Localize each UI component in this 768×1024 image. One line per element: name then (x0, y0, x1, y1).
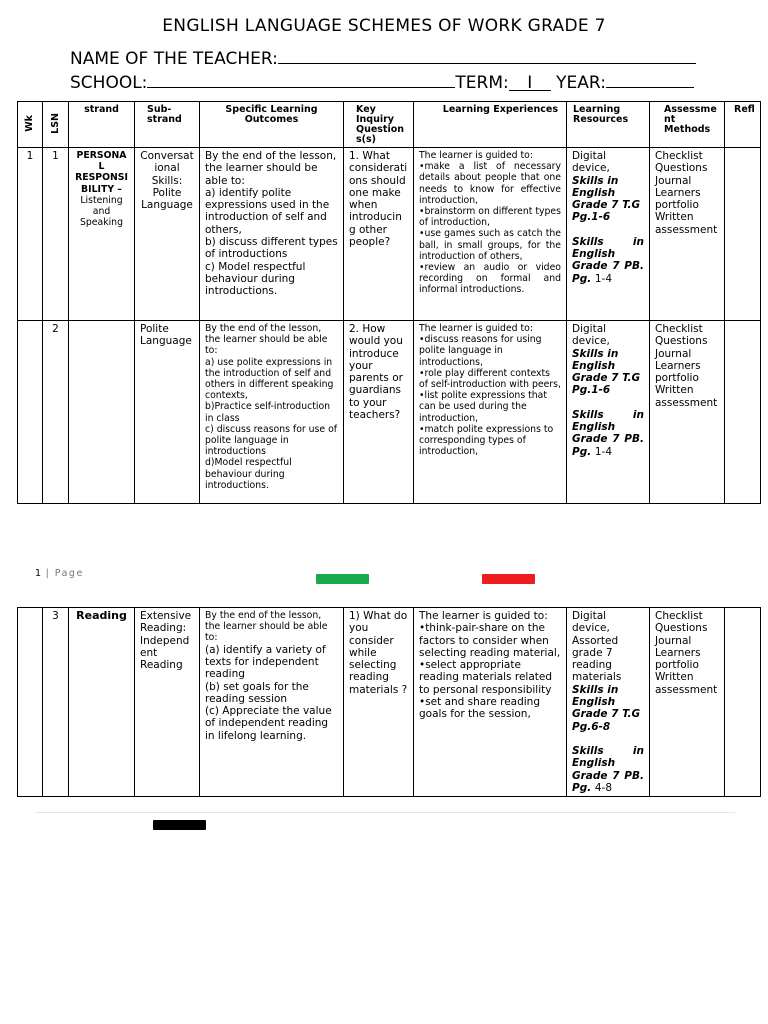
resource-book-tg: Skills in English Grade 7 T.G Pg.6-8 (572, 683, 641, 733)
table-header-row (18, 102, 761, 148)
assessment-item: Journal (655, 174, 692, 187)
col-inquiry: Key Inquiry Questions(s) (344, 102, 414, 148)
sub-strand-cell: Extensive Reading: Independent Reading (135, 608, 200, 797)
col-outcomes: Specific Learning Outcomes (200, 102, 344, 148)
inquiry-cell: 2. How would you introduce your parents or guardians to your teachers? (344, 321, 414, 504)
teacher-blank (278, 49, 696, 64)
page-label: Page (54, 568, 84, 579)
outcomes-cell (200, 321, 344, 504)
experiences-intro: The learner is guided to: (419, 610, 548, 622)
page-number: 1 (35, 568, 42, 579)
assessment-item: Checklist (655, 150, 703, 162)
outcome-item: b)Practice self-introduction in class (205, 401, 331, 424)
assessment-item: Learners portfolio (655, 646, 701, 672)
table-row (18, 321, 761, 504)
col-assessment: Assessment Methods (650, 102, 725, 148)
outcomes-cell (200, 608, 344, 797)
outcome-item: c) Model respectful behaviour during introductions. (205, 260, 306, 298)
document-title: ENGLISH LANGUAGE SCHEMES OF WORK GRADE 7 (162, 16, 606, 36)
assessment-item: Questions (655, 622, 708, 635)
teacher-line (70, 49, 696, 69)
scheme-table-page2 (17, 607, 761, 797)
resources-cell (567, 608, 650, 797)
experience-item: •select appropriate reading materials related to personal responsibility (419, 659, 552, 696)
term-value: I (509, 76, 551, 91)
school-label: SCHOOL: (70, 73, 148, 93)
experience-item: •use games such as catch the ball, in small groups, for the introduction of others, (419, 228, 561, 262)
sub-strand-cell: Conversational Skills: Polite Language (135, 148, 200, 321)
assessment-cell (650, 148, 725, 321)
resource-book-pb: Skills in English Grade 7 PB. Pg. 1-4 (572, 235, 644, 285)
week-cell (18, 608, 43, 797)
col-sub-strand: Sub-strand (135, 102, 200, 148)
outcome-item: c) discuss reasons for use of polite language in introductions (205, 423, 338, 458)
experience-item: •set and share reading goals for the session, (419, 696, 540, 721)
experience-item: •review an audio or video recording on formal and informal introductions. (419, 262, 561, 296)
assessment-item: Journal (655, 634, 692, 647)
page-divider (35, 812, 735, 813)
strand-title: PERSONAL RESPONSIBILITY – (75, 150, 128, 195)
experience-item: •role play different contexts of self-introduction with peers, (419, 367, 561, 391)
assessment-item: Journal (655, 347, 692, 360)
resource-device: Digital device, (572, 150, 610, 175)
term-label: TERM: (455, 73, 509, 93)
table-row (18, 608, 761, 797)
table-row (18, 148, 761, 321)
assessment-item: Written assessment (655, 384, 718, 409)
experiences-cell (414, 321, 567, 504)
inquiry-cell: 1. What considerations should one make when introducing other people? (344, 148, 414, 321)
col-experiences: Learning Experiences (414, 102, 567, 148)
school-line (70, 73, 694, 93)
resource-book-tg: Skills in English Grade 7 T.G Pg.1-6 (572, 174, 641, 224)
outcomes-intro: By the end of the lesson, the learner should be able to: (205, 150, 337, 187)
inquiry-cell: 1) What do you consider while selecting reading materials ? (344, 608, 414, 797)
outcome-item: (c) Appreciate the value of independent reading in lifelong learning. (205, 705, 332, 742)
outcomes-intro: By the end of the lesson, the learner should be able to: (205, 323, 328, 357)
assessment-item: Questions (655, 162, 708, 175)
assessment-cell (650, 321, 725, 504)
outcome-item: a) use polite expressions in the introduction of self and others in different speaking contexts, (205, 356, 334, 402)
week-cell: 1 (18, 148, 43, 321)
assessment-item: Written assessment (655, 671, 718, 696)
col-reflection: Refl (725, 102, 761, 148)
experience-item: •discuss reasons for using polite language in introductions, (419, 334, 542, 368)
resource-book-pb: Skills in English Grade 7 PB. Pg. 1-4 (572, 408, 644, 458)
experiences-intro: The learner is guided to: (419, 150, 533, 161)
year-blank (606, 73, 694, 88)
resource-book-tg: Skills in English Grade 7 T.G Pg.1-6 (572, 347, 641, 397)
assessment-item: Learners portfolio (655, 359, 701, 385)
sub-strand-cell: Polite Language (135, 321, 200, 504)
col-lsn: LSN (43, 102, 69, 148)
col-resources: Learning Resources (567, 102, 650, 148)
resource-book-pb: Skills in English Grade 7 PB. Pg. 4-8 (572, 744, 644, 794)
outcomes-intro: By the end of the lesson, the learner should be able to: (205, 610, 328, 644)
scheme-table-page1 (17, 101, 761, 504)
year-label: YEAR: (556, 73, 606, 93)
reflection-cell (725, 148, 761, 321)
outcome-item: b) discuss different types of introductions (205, 236, 338, 261)
outcome-item: a) identify polite expressions used in the introduction of self and others, (205, 186, 330, 236)
school-blank (147, 73, 455, 88)
page-footer: 1 | Page (35, 568, 84, 579)
col-strand: strand (69, 102, 135, 148)
experiences-intro: The learner is guided to: (419, 323, 533, 334)
experience-item: •brainstorm on different types of introduction, (419, 206, 561, 229)
assessment-item: Checklist (655, 610, 703, 622)
outcome-item: (a) identify a variety of texts for independent reading (205, 643, 326, 681)
lesson-cell: 3 (43, 608, 69, 797)
experiences-cell (414, 608, 567, 797)
teacher-label: NAME OF THE TEACHER: (70, 49, 278, 69)
resources-cell (567, 321, 650, 504)
assessment-item: Written assessment (655, 211, 718, 236)
lesson-cell: 2 (43, 321, 69, 504)
assessment-cell (650, 608, 725, 797)
green-bar (316, 574, 369, 584)
resource-device: Digital device, Assorted grade 7 reading materials (572, 610, 622, 684)
experience-item: •match polite expressions to corresponding types of introduction, (419, 423, 554, 458)
black-bar (153, 820, 206, 830)
resources-cell (567, 148, 650, 321)
outcome-item: d)Model respectful behaviour during introductions. (205, 457, 292, 491)
resource-device: Digital device, (572, 323, 610, 348)
experiences-cell (414, 148, 567, 321)
experience-item: •make a list of necessary details about people that one needs to know for effective introduction, (419, 161, 561, 206)
col-wk: Wk (18, 102, 43, 148)
assessment-item: Learners portfolio (655, 186, 701, 212)
strand-cell (69, 148, 135, 321)
week-cell (18, 321, 43, 504)
experience-item: •list polite expressions that can be used during the introduction, (419, 390, 547, 424)
strand-cell (69, 321, 135, 504)
reflection-cell (725, 608, 761, 797)
outcomes-cell (200, 148, 344, 321)
lesson-cell: 1 (43, 148, 69, 321)
strand-cell: Reading (69, 608, 135, 797)
outcome-item: (b) set goals for the reading session (205, 680, 309, 705)
assessment-item: Questions (655, 335, 708, 348)
red-bar (482, 574, 535, 584)
reflection-cell (725, 321, 761, 504)
strand-sub: Listening and Speaking (80, 194, 123, 229)
assessment-item: Checklist (655, 323, 703, 335)
experience-item: •think-pair-share on the factors to consider when selecting reading material, (419, 622, 561, 659)
